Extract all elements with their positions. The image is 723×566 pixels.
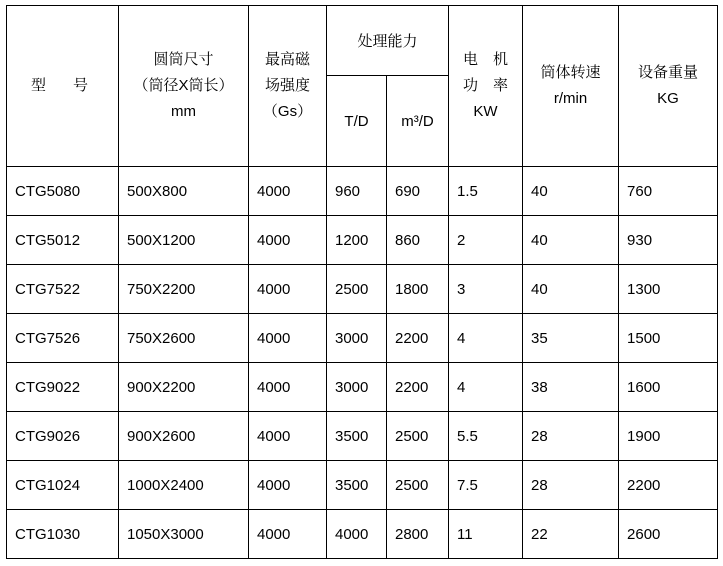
table-row [7, 216, 718, 265]
cell-magnetic: 4000 [249, 461, 327, 510]
cell-model: CTG1024 [7, 461, 119, 510]
table-row [7, 167, 718, 216]
cell-model: CTG1030 [7, 510, 119, 559]
header-magnetic-line1: 最高磁 [264, 50, 310, 68]
cell-m3d: 690 [387, 167, 449, 216]
header-magnetic-line2: 场强度 [264, 76, 310, 94]
cell-rpm: 40 [523, 216, 619, 265]
cell-power: 1.5 [449, 167, 523, 216]
cell-m3d: 2500 [387, 412, 449, 461]
header-drum-size-line1: 圆筒尺寸 [153, 50, 214, 68]
cell-size: 500X1200 [119, 216, 249, 265]
cell-power: 4 [449, 363, 523, 412]
header-magnetic-line3: （Gs） [262, 103, 313, 121]
cell-magnetic: 4000 [249, 314, 327, 363]
table-row [7, 510, 718, 559]
cell-td: 960 [327, 167, 387, 216]
cell-td: 2500 [327, 265, 387, 314]
cell-model: CTG5080 [7, 167, 119, 216]
cell-td: 1200 [327, 216, 387, 265]
specification-table [6, 5, 718, 559]
cell-power: 4 [449, 314, 523, 363]
cell-td: 3500 [327, 461, 387, 510]
cell-m3d: 2500 [387, 461, 449, 510]
cell-m3d: 860 [387, 216, 449, 265]
table-row [7, 314, 718, 363]
cell-weight: 1300 [619, 265, 718, 314]
cell-size: 750X2600 [119, 314, 249, 363]
cell-power: 11 [449, 510, 523, 559]
header-row-1 [7, 6, 718, 76]
table-row [7, 363, 718, 412]
cell-weight: 1500 [619, 314, 718, 363]
header-weight-line2: KG [657, 90, 679, 107]
cell-model: CTG7522 [7, 265, 119, 314]
header-drum-size-line2: （筒径X筒长） [133, 76, 234, 94]
cell-m3d: 1800 [387, 265, 449, 314]
table-row [7, 461, 718, 510]
cell-rpm: 28 [523, 412, 619, 461]
cell-magnetic: 4000 [249, 412, 327, 461]
cell-weight: 1900 [619, 412, 718, 461]
cell-power: 7.5 [449, 461, 523, 510]
cell-size: 1050X3000 [119, 510, 249, 559]
cell-weight: 760 [619, 167, 718, 216]
cell-rpm: 38 [523, 363, 619, 412]
header-weight [619, 6, 718, 167]
header-drum-speed [523, 6, 619, 167]
cell-rpm: 40 [523, 265, 619, 314]
cell-rpm: 22 [523, 510, 619, 559]
table-row [7, 412, 718, 461]
cell-rpm: 40 [523, 167, 619, 216]
cell-model: CTG9022 [7, 363, 119, 412]
cell-weight: 2600 [619, 510, 718, 559]
header-capacity-td: T/D [327, 76, 387, 167]
cell-td: 3000 [327, 363, 387, 412]
header-drum-speed-line1: 筒体转速 [540, 63, 601, 81]
cell-m3d: 2200 [387, 314, 449, 363]
cell-td: 3500 [327, 412, 387, 461]
cell-size: 750X2200 [119, 265, 249, 314]
header-drum-speed-line2: r/min [553, 90, 588, 107]
cell-size: 900X2200 [119, 363, 249, 412]
header-capacity-m3d: m³/D [387, 76, 449, 167]
cell-weight: 2200 [619, 461, 718, 510]
cell-weight: 930 [619, 216, 718, 265]
cell-m3d: 2800 [387, 510, 449, 559]
cell-model: CTG5012 [7, 216, 119, 265]
cell-power: 5.5 [449, 412, 523, 461]
cell-size: 500X800 [119, 167, 249, 216]
cell-magnetic: 4000 [249, 510, 327, 559]
header-drum-size-line3: mm [171, 103, 196, 121]
header-motor-line2: 功 率 [463, 76, 509, 94]
cell-magnetic: 4000 [249, 363, 327, 412]
header-weight-line1: 设备重量 [638, 63, 699, 81]
cell-magnetic: 4000 [249, 167, 327, 216]
cell-m3d: 2200 [387, 363, 449, 412]
header-magnetic-strength [249, 6, 327, 167]
cell-power: 2 [449, 216, 523, 265]
header-motor-power [449, 6, 523, 167]
cell-td: 4000 [327, 510, 387, 559]
cell-model: CTG7526 [7, 314, 119, 363]
header-model: 型 号 [7, 6, 119, 167]
header-capacity: 处理能力 [327, 6, 449, 76]
header-motor-line3: KW [473, 103, 498, 121]
table-row [7, 265, 718, 314]
cell-td: 3000 [327, 314, 387, 363]
cell-rpm: 28 [523, 461, 619, 510]
cell-power: 3 [449, 265, 523, 314]
table-header [7, 6, 718, 167]
cell-size: 1000X2400 [119, 461, 249, 510]
cell-size: 900X2600 [119, 412, 249, 461]
header-drum-size [119, 6, 249, 167]
table-body [7, 167, 718, 559]
cell-rpm: 35 [523, 314, 619, 363]
cell-magnetic: 4000 [249, 216, 327, 265]
cell-model: CTG9026 [7, 412, 119, 461]
cell-magnetic: 4000 [249, 265, 327, 314]
header-motor-line1: 电 机 [463, 50, 509, 68]
cell-weight: 1600 [619, 363, 718, 412]
